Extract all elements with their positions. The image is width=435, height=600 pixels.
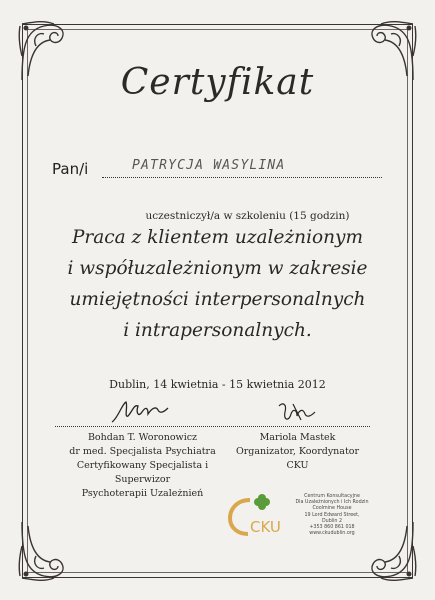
address-line: 19 Lord Edward Street, bbox=[304, 512, 360, 518]
handwritten-signature-left bbox=[108, 398, 178, 428]
course-line: Praca z klientem uzależnionym bbox=[71, 227, 364, 248]
recipient-dotted-line bbox=[102, 177, 382, 178]
address-line: Dublin 2 bbox=[321, 518, 343, 524]
address-line: Dla Uzależnionych i Ich Rodzin bbox=[295, 500, 369, 506]
address-line: Centrum Konsultacyjne bbox=[304, 494, 360, 499]
signatory-title: Certyfikowany Specjalista i Superwizor bbox=[76, 460, 209, 485]
address-line: www.ckudublin.org bbox=[309, 531, 355, 537]
organization-address bbox=[290, 494, 374, 537]
cku-logo-text: CKU bbox=[250, 518, 281, 536]
handwritten-signature-right bbox=[273, 398, 323, 428]
recipient-name: PATRYCJA WASYLINA bbox=[132, 158, 286, 173]
recipient-line bbox=[52, 160, 382, 184]
course-line: i intrapersonalnych. bbox=[123, 320, 312, 341]
course-date: Dublin, 14 kwietnia - 15 kwietnia 2012 bbox=[109, 378, 326, 391]
course-line: umiejętności interpersonalnych bbox=[69, 289, 366, 310]
course-line: i współuzależnionym w zakresie bbox=[67, 258, 368, 279]
certificate-title: Certyfikat bbox=[120, 62, 315, 103]
signatory-title: dr med. Specjalista Psychiatra bbox=[69, 446, 216, 457]
signatory-title: Psychoterapii Uzależnień bbox=[81, 488, 204, 499]
recipient-label: Pan/i bbox=[52, 160, 89, 178]
organization-block bbox=[222, 492, 372, 552]
corner-ornament-bottom-left bbox=[14, 516, 84, 586]
signature-line bbox=[55, 398, 230, 427]
signature-left bbox=[55, 398, 230, 501]
signatory-name: Mariola Mastek bbox=[259, 432, 336, 443]
signatory-title: Organizator, Koordynator CKU bbox=[235, 446, 360, 471]
participation-text: uczestniczył/a w szkoleniu (15 godzin) bbox=[145, 210, 350, 222]
course-title bbox=[0, 222, 435, 346]
signatory-name: Bohdan T. Woronowicz bbox=[87, 432, 198, 443]
address-line: Coolmine House bbox=[312, 506, 352, 512]
cku-logo bbox=[222, 492, 292, 540]
address-line: +353 860 861 018 bbox=[309, 525, 355, 531]
signature-line bbox=[225, 398, 370, 427]
signature-right bbox=[225, 398, 370, 473]
